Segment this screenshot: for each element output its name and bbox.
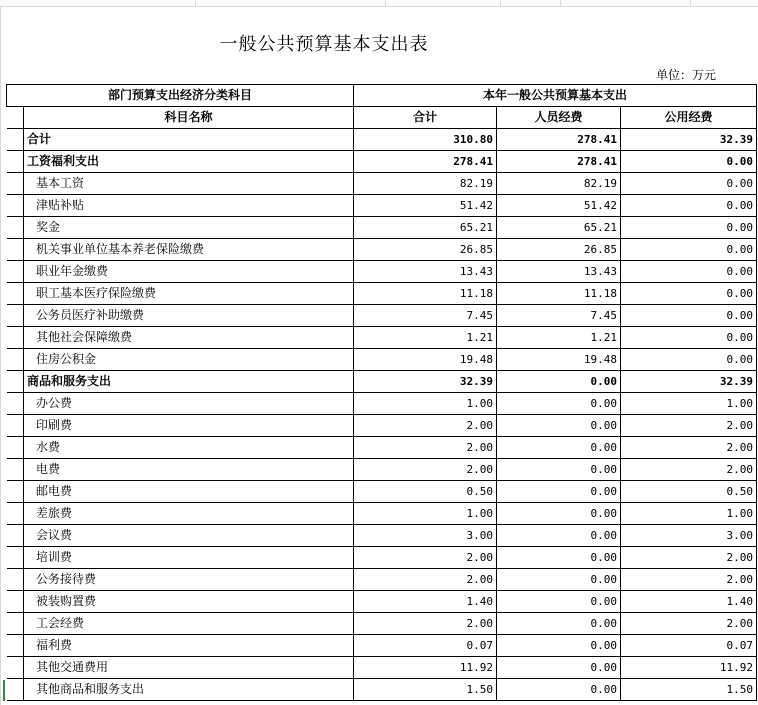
selection-marker bbox=[3, 680, 5, 701]
row-total: 11.18 bbox=[354, 283, 497, 305]
table-row bbox=[7, 129, 757, 151]
row-gutter bbox=[7, 217, 24, 239]
row-personnel: 26.85 bbox=[497, 239, 621, 261]
row-personnel: 0.00 bbox=[497, 657, 621, 679]
row-gutter bbox=[7, 635, 24, 657]
row-personnel: 0.00 bbox=[497, 393, 621, 415]
row-total: 278.41 bbox=[354, 151, 497, 173]
header-row-2 bbox=[7, 107, 757, 129]
budget-table bbox=[6, 84, 757, 701]
row-personnel: 1.21 bbox=[497, 327, 621, 349]
row-total: 1.00 bbox=[354, 393, 497, 415]
public-column-header: 公用经费 bbox=[621, 107, 757, 129]
table-row bbox=[7, 613, 757, 635]
row-personnel: 7.45 bbox=[497, 305, 621, 327]
row-personnel: 0.00 bbox=[497, 371, 621, 393]
row-name: 公务员医疗补助缴费 bbox=[24, 305, 354, 327]
row-name: 会议费 bbox=[24, 525, 354, 547]
table-row bbox=[7, 217, 757, 239]
row-public: 0.00 bbox=[621, 239, 757, 261]
row-total: 65.21 bbox=[354, 217, 497, 239]
header-row-1 bbox=[7, 85, 757, 107]
row-name: 电费 bbox=[24, 459, 354, 481]
row-name: 合计 bbox=[24, 129, 354, 151]
table-row bbox=[7, 393, 757, 415]
row-gutter bbox=[7, 459, 24, 481]
row-total: 0.07 bbox=[354, 635, 497, 657]
row-personnel: 0.00 bbox=[497, 481, 621, 503]
row-public: 2.00 bbox=[621, 613, 757, 635]
row-gutter bbox=[7, 107, 24, 129]
row-gutter bbox=[7, 393, 24, 415]
row-name: 奖金 bbox=[24, 217, 354, 239]
row-public: 0.00 bbox=[621, 217, 757, 239]
unit-label: 单位：万元 bbox=[656, 68, 717, 82]
row-personnel: 278.41 bbox=[497, 151, 621, 173]
row-total: 310.80 bbox=[354, 129, 497, 151]
row-personnel: 19.48 bbox=[497, 349, 621, 371]
current-year-group-header: 本年一般公共预算基本支出 bbox=[354, 85, 757, 107]
row-total: 1.21 bbox=[354, 327, 497, 349]
row-total: 2.00 bbox=[354, 613, 497, 635]
row-name: 津贴补贴 bbox=[24, 195, 354, 217]
row-public: 0.00 bbox=[621, 173, 757, 195]
row-gutter bbox=[7, 327, 24, 349]
row-personnel: 65.21 bbox=[497, 217, 621, 239]
row-personnel: 51.42 bbox=[497, 195, 621, 217]
table-row bbox=[7, 305, 757, 327]
row-gutter bbox=[7, 657, 24, 679]
row-total: 0.50 bbox=[354, 481, 497, 503]
row-public: 2.00 bbox=[621, 459, 757, 481]
table-row bbox=[7, 657, 757, 679]
row-public: 0.00 bbox=[621, 151, 757, 173]
row-name: 福利费 bbox=[24, 635, 354, 657]
table-row bbox=[7, 371, 757, 393]
row-total: 2.00 bbox=[354, 415, 497, 437]
row-total: 1.00 bbox=[354, 503, 497, 525]
spreadsheet-left-edge bbox=[0, 6, 1, 705]
row-gutter bbox=[7, 173, 24, 195]
row-public: 0.50 bbox=[621, 481, 757, 503]
row-total: 2.00 bbox=[354, 569, 497, 591]
table-row bbox=[7, 525, 757, 547]
row-personnel: 0.00 bbox=[497, 613, 621, 635]
table-row bbox=[7, 239, 757, 261]
row-gutter bbox=[7, 305, 24, 327]
row-gutter bbox=[7, 349, 24, 371]
row-total: 7.45 bbox=[354, 305, 497, 327]
row-name: 住房公积金 bbox=[24, 349, 354, 371]
row-public: 1.00 bbox=[621, 393, 757, 415]
row-personnel: 0.00 bbox=[497, 525, 621, 547]
row-name: 基本工资 bbox=[24, 173, 354, 195]
row-name: 办公费 bbox=[24, 393, 354, 415]
row-total: 19.48 bbox=[354, 349, 497, 371]
table-row bbox=[7, 195, 757, 217]
row-total: 51.42 bbox=[354, 195, 497, 217]
row-public: 3.00 bbox=[621, 525, 757, 547]
row-name: 其他交通费用 bbox=[24, 657, 354, 679]
row-gutter bbox=[7, 239, 24, 261]
row-total: 2.00 bbox=[354, 547, 497, 569]
row-name: 工会经费 bbox=[24, 613, 354, 635]
row-personnel: 0.00 bbox=[497, 503, 621, 525]
row-total: 13.43 bbox=[354, 261, 497, 283]
row-personnel: 82.19 bbox=[497, 173, 621, 195]
table-row bbox=[7, 635, 757, 657]
row-name: 工资福利支出 bbox=[24, 151, 354, 173]
row-gutter bbox=[7, 261, 24, 283]
row-gutter bbox=[7, 283, 24, 305]
row-total: 2.00 bbox=[354, 437, 497, 459]
row-name: 其他社会保障缴费 bbox=[24, 327, 354, 349]
row-total: 32.39 bbox=[354, 371, 497, 393]
table-row bbox=[7, 261, 757, 283]
row-public: 2.00 bbox=[621, 415, 757, 437]
row-name: 印刷费 bbox=[24, 415, 354, 437]
row-name: 差旅费 bbox=[24, 503, 354, 525]
table-row bbox=[7, 173, 757, 195]
table-row bbox=[7, 415, 757, 437]
row-name: 职工基本医疗保险缴费 bbox=[24, 283, 354, 305]
row-gutter bbox=[7, 503, 24, 525]
row-gutter bbox=[7, 547, 24, 569]
total-column-header: 合计 bbox=[354, 107, 497, 129]
category-group-header: 部门预算支出经济分类科目 bbox=[7, 85, 354, 107]
row-personnel: 0.00 bbox=[497, 679, 621, 701]
row-name: 邮电费 bbox=[24, 481, 354, 503]
row-public: 0.00 bbox=[621, 261, 757, 283]
name-column-header: 科目名称 bbox=[24, 107, 354, 129]
row-public: 0.07 bbox=[621, 635, 757, 657]
table-row bbox=[7, 569, 757, 591]
table-row bbox=[7, 459, 757, 481]
row-personnel: 0.00 bbox=[497, 415, 621, 437]
row-total: 3.00 bbox=[354, 525, 497, 547]
row-name: 职业年金缴费 bbox=[24, 261, 354, 283]
table-row bbox=[7, 151, 757, 173]
row-public: 0.00 bbox=[621, 305, 757, 327]
row-total: 26.85 bbox=[354, 239, 497, 261]
row-total: 1.50 bbox=[354, 679, 497, 701]
table-row bbox=[7, 349, 757, 371]
row-public: 1.40 bbox=[621, 591, 757, 613]
row-total: 2.00 bbox=[354, 459, 497, 481]
row-public: 32.39 bbox=[621, 129, 757, 151]
row-personnel: 0.00 bbox=[497, 459, 621, 481]
table-row bbox=[7, 503, 757, 525]
table-row bbox=[7, 547, 757, 569]
row-total: 1.40 bbox=[354, 591, 497, 613]
table-row bbox=[7, 481, 757, 503]
table-row bbox=[7, 283, 757, 305]
row-gutter bbox=[7, 679, 24, 701]
row-public: 0.00 bbox=[621, 327, 757, 349]
row-personnel: 0.00 bbox=[497, 569, 621, 591]
row-personnel: 0.00 bbox=[497, 547, 621, 569]
row-name: 商品和服务支出 bbox=[24, 371, 354, 393]
row-gutter bbox=[7, 371, 24, 393]
table-row bbox=[7, 591, 757, 613]
row-name: 机关事业单位基本养老保险缴费 bbox=[24, 239, 354, 261]
page-title: 一般公共预算基本支出表 bbox=[219, 34, 429, 55]
row-public: 32.39 bbox=[621, 371, 757, 393]
table-row bbox=[7, 679, 757, 701]
row-public: 2.00 bbox=[621, 547, 757, 569]
row-public: 0.00 bbox=[621, 283, 757, 305]
row-total: 82.19 bbox=[354, 173, 497, 195]
row-public: 2.00 bbox=[621, 437, 757, 459]
row-name: 公务接待费 bbox=[24, 569, 354, 591]
row-gutter bbox=[7, 129, 24, 151]
row-public: 0.00 bbox=[621, 195, 757, 217]
row-personnel: 0.00 bbox=[497, 635, 621, 657]
row-public: 1.50 bbox=[621, 679, 757, 701]
row-personnel: 13.43 bbox=[497, 261, 621, 283]
row-public: 11.92 bbox=[621, 657, 757, 679]
row-personnel: 11.18 bbox=[497, 283, 621, 305]
row-gutter bbox=[7, 525, 24, 547]
row-gutter bbox=[7, 591, 24, 613]
row-gutter bbox=[7, 481, 24, 503]
row-gutter bbox=[7, 437, 24, 459]
row-name: 其他商品和服务支出 bbox=[24, 679, 354, 701]
row-name: 培训费 bbox=[24, 547, 354, 569]
personnel-column-header: 人员经费 bbox=[497, 107, 621, 129]
spreadsheet-top-strip bbox=[0, 0, 758, 7]
row-personnel: 278.41 bbox=[497, 129, 621, 151]
row-gutter bbox=[7, 569, 24, 591]
row-total: 11.92 bbox=[354, 657, 497, 679]
table-row bbox=[7, 437, 757, 459]
row-public: 0.00 bbox=[621, 349, 757, 371]
row-gutter bbox=[7, 613, 24, 635]
row-gutter bbox=[7, 415, 24, 437]
row-personnel: 0.00 bbox=[497, 437, 621, 459]
row-gutter bbox=[7, 195, 24, 217]
row-gutter bbox=[7, 151, 24, 173]
row-public: 1.00 bbox=[621, 503, 757, 525]
row-name: 水费 bbox=[24, 437, 354, 459]
row-name: 被装购置费 bbox=[24, 591, 354, 613]
row-personnel: 0.00 bbox=[497, 591, 621, 613]
table-row bbox=[7, 327, 757, 349]
row-public: 2.00 bbox=[621, 569, 757, 591]
